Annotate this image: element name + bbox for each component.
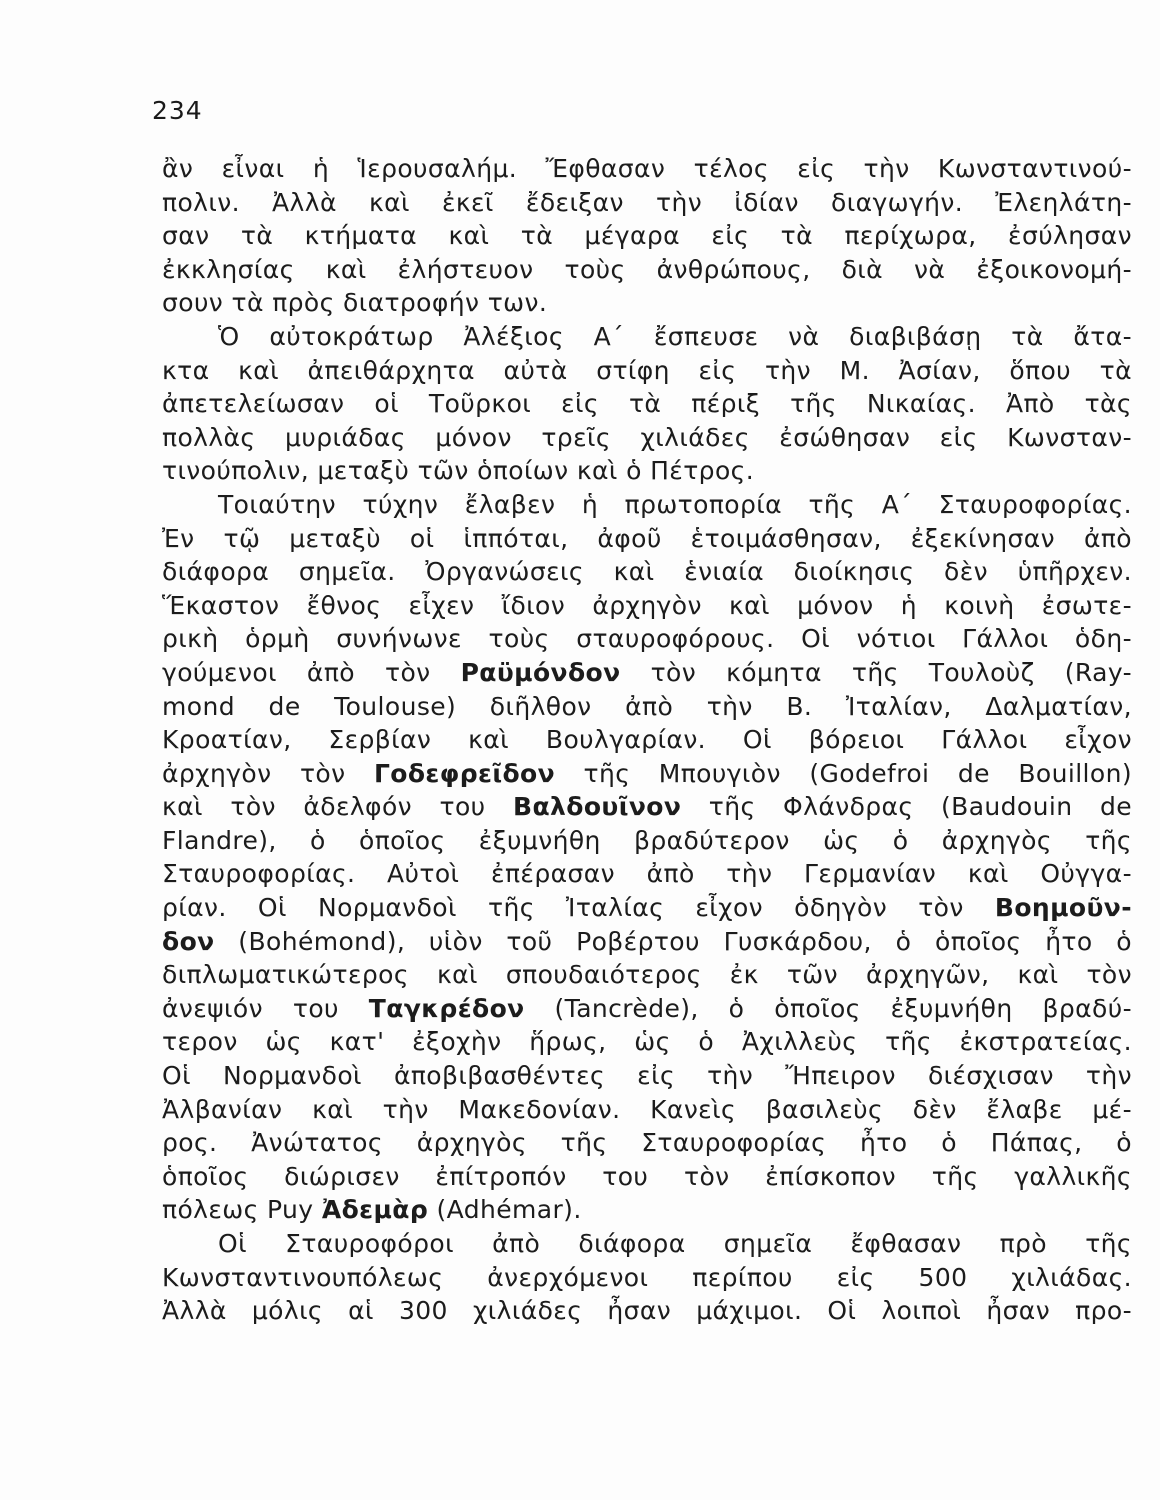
paragraph-block <box>162 152 1132 656</box>
text-line: Σταυροφορίας. Αὐτοὶ ἐπέρασαν ἀπὸ τὴν Γερμανίαν καὶ Οὐγγα- <box>162 859 1132 889</box>
text-line: διάφορα σημεῖα. Ὀργανώσεις καὶ ἑνιαία διοίκησις δὲν ὑπῆρχεν. <box>162 557 1132 587</box>
text-line: δον (Bohémond), υἱὸν τοῦ Ροβέρτου Γυσκάρδου, ὁ ὁποῖος ἦτο ὁ <box>162 926 1132 956</box>
text-line: τερον ὡς κατ' ἐξοχὴν ἥρως, ὡς ὁ Ἀχιλλεὺς τῆς ἐκστρατείας. <box>162 1027 1132 1057</box>
text-line: Κωνσταντινουπόλεως ἀνερχόμενοι περίπου εἰς 500 χιλιάδας. <box>162 1262 1132 1292</box>
text-line: mond de Toulouse) διῆλθον ἀπὸ τὴν Β. Ἰταλίαν, Δαλματίαν, <box>162 691 1132 721</box>
page-number: 234 <box>152 96 203 125</box>
text-line: ἀρχηγὸν τὸν Γοδεφρεῖδον τῆς Μπουγιὸν (Godefroi de Bouillon) <box>162 758 1132 788</box>
text-line: σουν τὰ πρὸς διατροφήν των. <box>162 288 548 318</box>
text-line: κτα καὶ ἀπειθάρχητα αὐτὰ στίφη εἰς τὴν Μ. Ἀσίαν, ὅπου τὰ <box>162 355 1132 385</box>
text-line: πολιν. Ἀλλὰ καὶ ἐκεῖ ἔδειξαν τὴν ἰδίαν διαγωγήν. Ἐλεηλάτη- <box>162 187 1132 217</box>
text-line: ἀνεψιόν του Ταγκρέδον (Tancrède), ὁ ὁποῖος ἐξυμνήθη βραδύ- <box>162 993 1132 1023</box>
text-line: ἐκκλησίας καὶ ἐλήστευον τοὺς ἀνθρώπους, διὰ νὰ ἐξοικονομή- <box>162 254 1132 284</box>
text-line: ἀπετελείωσαν οἱ Τοῦρκοι εἰς τὰ πέριξ τῆς Νικαίας. Ἀπὸ τὰς <box>162 389 1132 419</box>
text-line: Flandre), ὁ ὁποῖος ἐξυμνήθη βραδύτερον ὡς ὁ ἀρχηγὸς τῆς <box>162 825 1132 855</box>
text-line: ρος. Ἀνώτατος ἀρχηγὸς τῆς Σταυροφορίας ἦτο ὁ Πάπας, ὁ <box>162 1128 1132 1158</box>
text-line: διπλωματικώτερος καὶ σπουδαιότερος ἐκ τῶν ἀρχηγῶν, καὶ τὸν <box>162 960 1132 990</box>
text-line: Ὁ αὐτοκράτωρ Ἀλέξιος Α΄ ἔσπευσε νὰ διαβιβάσῃ τὰ ἄτα- <box>218 321 1132 351</box>
text-line: Ἀλβανίαν καὶ τὴν Μακεδονίαν. Κανεὶς βασιλεὺς δὲν ἔλαβε μέ- <box>162 1094 1132 1124</box>
text-line: Ἕκαστον ἔθνος εἶχεν ἴδιον ἀρχηγὸν καὶ μόνον ἡ κοινὴ ἐσωτε- <box>162 590 1132 620</box>
text-line: Ἀλλὰ μόλις αἱ 300 χιλιάδες ἦσαν μάχιμοι. Οἱ λοιποὶ ἦσαν προ- <box>162 1296 1132 1326</box>
text-line: πόλεως Puy Ἀδεμὰρ (Adhémar). <box>162 1195 582 1225</box>
text-line: σαν τὰ κτήματα καὶ τὰ μέγαρα εἰς τὰ περίχωρα, ἐσύλησαν <box>162 221 1132 251</box>
text-line: Κροατίαν, Σερβίαν καὶ Βουλγαρίαν. Οἱ βόρειοι Γάλλοι εἶχον <box>162 725 1132 755</box>
text-line: ἂν εἶναι ἡ Ἱερουσαλήμ. Ἔφθασαν τέλος εἰς τὴν Κωνσταντινού- <box>162 154 1132 183</box>
body-text <box>162 152 1132 1328</box>
text-line: Ἐν τῷ μεταξὺ οἱ ἱππόται, ἀφοῦ ἑτοιμάσθησαν, ἐξεκίνησαν ἀπὸ <box>162 523 1132 553</box>
text-line: Τοιαύτην τύχην ἔλαβεν ἡ πρωτοπορία τῆς Α΄ Σταυροφορίας. <box>218 489 1132 519</box>
text-line: τινούπολιν, μεταξὺ τῶν ὁποίων καὶ ὁ Πέτρος. <box>162 456 755 486</box>
text-line: ρικὴ ὁρμὴ συνήνωνε τοὺς σταυροφόρους. Οἱ νότιοι Γάλλοι ὁδη- <box>162 624 1132 654</box>
text-line: Οἱ Σταυροφόροι ἀπὸ διάφορα σημεῖα ἔφθασαν πρὸ τῆς <box>218 1229 1132 1258</box>
text-line: γούμενοι ἀπὸ τὸν Ραϋμόνδον τὸν κόμητα τῆς Τουλοὺζ (Ray- <box>162 657 1132 687</box>
text-line: καὶ τὸν ἀδελφόν του Βαλδουῖνον τῆς Φλάνδρας (Baudouin de <box>162 792 1132 822</box>
text-line: ρίαν. Οἱ Νορμανδοὶ τῆς Ἰταλίας εἶχον ὁδηγὸν τὸν Βοημοῦν- <box>162 893 1132 923</box>
text-line: ὁποῖος διώρισεν ἐπίτροπόν του τὸν ἐπίσκοπον τῆς γαλλικῆς <box>162 1161 1132 1191</box>
text-line: πολλὰς μυριάδας μόνον τρεῖς χιλιάδες ἐσώθησαν εἰς Κωνσταν- <box>162 422 1132 452</box>
text-line: Οἱ Νορμανδοὶ ἀποβιβασθέντες εἰς τὴν Ἤπειρον διέσχισαν τὴν <box>162 1061 1132 1091</box>
